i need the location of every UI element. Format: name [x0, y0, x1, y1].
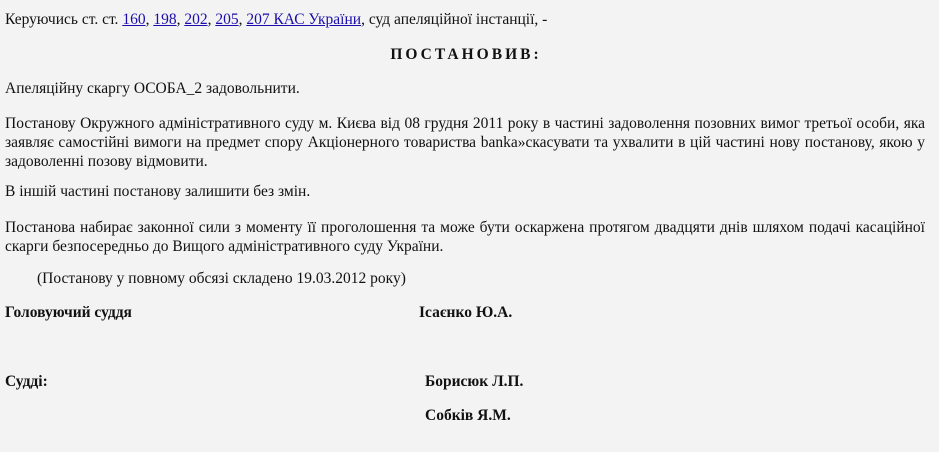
- presiding-judge-name: Ісаєнко Ю.А.: [419, 304, 513, 321]
- intro-line: [5, 11, 547, 29]
- link-separator: ,: [207, 11, 216, 28]
- paragraph-appeal-granted: Апеляційну скаргу ОСОБА_2 задовольнити.: [5, 80, 300, 97]
- full-text-note: (Постанову у повному обсязі складено 19.03.2012 року): [37, 270, 406, 287]
- judge-name-1: Борисюк Л.П.: [425, 373, 524, 390]
- link-separator: ,: [238, 11, 247, 28]
- paragraph-rest-unchanged: В іншій частині постанову залишити без змін.: [5, 183, 311, 200]
- law-link-160[interactable]: 160: [122, 11, 146, 28]
- law-link-198[interactable]: 198: [153, 11, 177, 28]
- paragraph-appeal-rights: Постанова набирає законної сили з моменту її проголошення та може бути оскаржена протягом двадцяти днів шляхом подачі касаційної скарги безпосередньо до Вищого адміністративного суду України.: [5, 219, 925, 255]
- law-link-207-kas[interactable]: 207 КАС України: [246, 11, 362, 28]
- judge-name-2: Собків Я.М.: [425, 407, 511, 424]
- ruling-title: ПОСТАНОВИВ:: [390, 46, 542, 63]
- presiding-judge-label: Головуючий суддя: [5, 304, 132, 321]
- judges-label: Судді:: [5, 373, 48, 390]
- intro-suffix: , суд апеляційної інстанції, -: [361, 11, 548, 28]
- link-separator: ,: [145, 11, 154, 28]
- intro-prefix: Керуючись ст. ст.: [5, 11, 123, 28]
- law-link-205[interactable]: 205: [215, 11, 239, 28]
- law-link-202[interactable]: 202: [184, 11, 208, 28]
- paragraph-ruling-change: Постанову Окружного адміністративного суду м. Києва від 08 грудня 2011 року в частині задоволення позовних вимог третьої особи, яка заявляє самостійні вимоги на предмет спору Акціонерного товариства banka»скасувати та ухвалити в цій частині нову постанову, якою у задоволенні позову відмовити.: [5, 115, 925, 170]
- link-separator: ,: [176, 11, 185, 28]
